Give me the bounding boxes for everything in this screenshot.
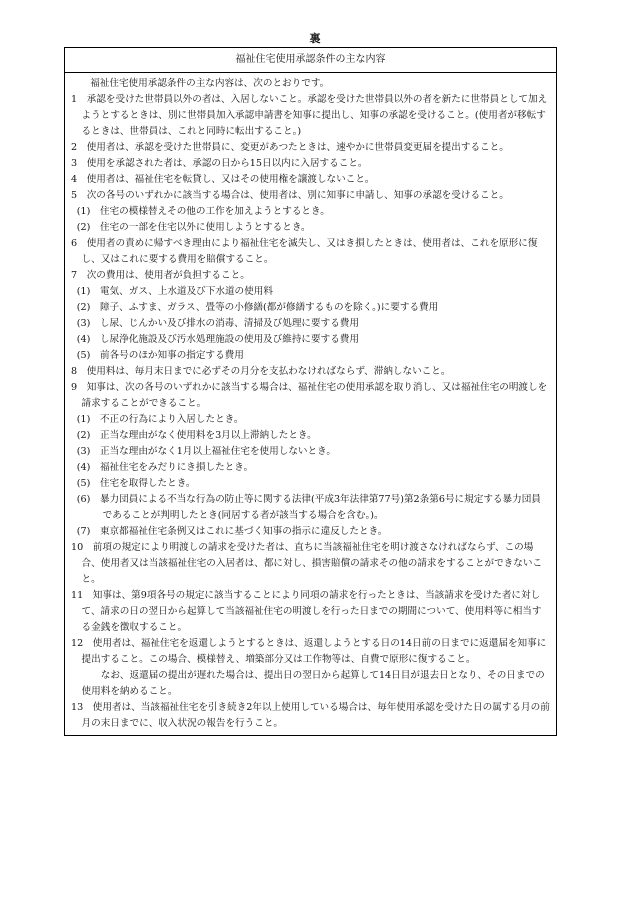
condition-9-sub-3: (3) 正当な理由がなく1月以上福祉住宅を使用しないとき。	[76, 446, 336, 457]
condition-item-2: 2 使用者は、承認を受けた世帯員に、変更があつたときは、速やかに世帯員変更届を提出すること。	[71, 142, 509, 153]
page-side-label: 裏	[309, 32, 321, 45]
condition-7-sub-2: (2) 障子、ふすま、ガラス、畳等の小修繕(都が修繕するものを除く。)に要する費用	[76, 302, 439, 313]
condition-12-note: なお、返還届の提出が遅れた場合は、提出日の翌日から起算して14日目が退去日となり、その日までの使用料を納めること。	[81, 670, 545, 697]
condition-item-5: 5 次の各号のいずれかに該当する場合は、使用者は、別に知事に申請し、知事の承認を受けること。	[71, 190, 509, 201]
condition-item-10: 10 前項の規定により明渡しの請求を受けた者は、直ちに当該福祉住宅を明け渡さなければならず、この場合、使用者又は当該福祉住宅の入居者は、都に対し、損害賠償の請求その他の請求をすることができないこと。	[71, 542, 543, 585]
condition-7-sub-5: (5) 前各号のほか知事の指定する費用	[76, 350, 244, 361]
condition-item-6: 6 使用者の責めに帰すべき理由により福祉住宅を滅失し、又はき損したときは、使用者は、これを原形に復し、又はこれに要する費用を賠償すること。	[71, 238, 538, 265]
condition-5-sub-1: (1) 住宅の模様替えその他の工作を加えようとするとき。	[76, 206, 330, 217]
condition-9-sub-2: (2) 正当な理由がなく使用料を3月以上滞納したとき。	[76, 430, 317, 441]
condition-7-sub-3: (3) し尿、じんかい及び排水の消毒、清掃及び処理に要する費用	[76, 318, 359, 329]
condition-9-sub-5: (5) 住宅を取得したとき。	[76, 478, 196, 489]
condition-5-sub-2: (2) 住宅の一部を住宅以外に使用しようとするとき。	[76, 222, 311, 233]
condition-item-13: 13 使用者は、当該福祉住宅を引き続き2年以上使用している場合は、毎年使用承認を受けた日の属する月の前月の末日までに、収入状況の報告を行うこと。	[71, 702, 550, 729]
box-title: 福祉住宅使用承認条件の主な内容	[65, 48, 556, 73]
condition-item-3: 3 使用を承認された者は、承認の日から15日以内に入居すること。	[71, 158, 368, 169]
condition-7-sub-4: (4) し尿浄化施設及び汚水処理施設の使用及び維持に要する費用	[76, 334, 359, 345]
condition-7-sub-1: (1) 電気、ガス、上水道及び下水道の使用料	[76, 286, 273, 297]
condition-9-sub-7: (7) 東京都福祉住宅条例又はこれに基づく知事の指示に違反したとき。	[76, 526, 388, 537]
condition-item-9: 9 知事は、次の各号のいずれかに該当する場合は、福祉住宅の使用承認を取り消し、又は福祉住宅の明渡しを請求することができること。	[71, 382, 548, 409]
condition-9-sub-1: (1) 不正の行為により入居したとき。	[76, 414, 244, 425]
conditions-content	[65, 73, 556, 732]
condition-item-4: 4 使用者は、福祉住宅を転貸し、又はその使用権を譲渡しないこと。	[71, 174, 375, 185]
intro-text: 福祉住宅使用承認条件の主な内容は、次のとおりです。	[90, 78, 330, 89]
condition-item-12: 12 使用者は、福祉住宅を返還しようとするときは、返還しようとする日の14日前の日までに返還届を知事に提出すること。この場合、模様替え、増築部分又は工作物等は、自費で原形に復すること。	[71, 638, 547, 665]
condition-item-11: 11 知事は、第9項各号の規定に該当することにより同項の請求を行ったときは、当該請求を受けた者に対して、請求の日の翌日から起算して当該福祉住宅の明渡しを行った日までの期間について、使用料等に相当する金銭を徴収すること。	[71, 590, 542, 633]
condition-item-1: 1 承認を受けた世帯員以外の者は、入居しないこと。承認を受けた世帯員以外の者を新たに世帯員として加えようとするときは、別に世帯員加入承認申請書を知事に提出し、知事の承認を受けること。(使用者が移転するときは、世帯員は、これと同時に転出すること。)	[71, 94, 548, 137]
conditions-box	[64, 47, 557, 736]
condition-9-sub-4: (4) 福祉住宅をみだりにき損したとき。	[76, 462, 254, 473]
condition-9-sub-6: (6) 暴力団員による不当な行為の防止等に関する法律(平成3年法律第77号)第2条第6号に規定する暴力団員であることが判明したとき(同居する者が該当する場合を含む。)。	[76, 494, 541, 521]
condition-item-8: 8 使用料は、毎月末日までに必ずその月分を支払わなければならず、滞納しないこと。	[71, 366, 451, 377]
condition-item-7: 7 次の費用は、使用者が負担すること。	[71, 270, 250, 281]
